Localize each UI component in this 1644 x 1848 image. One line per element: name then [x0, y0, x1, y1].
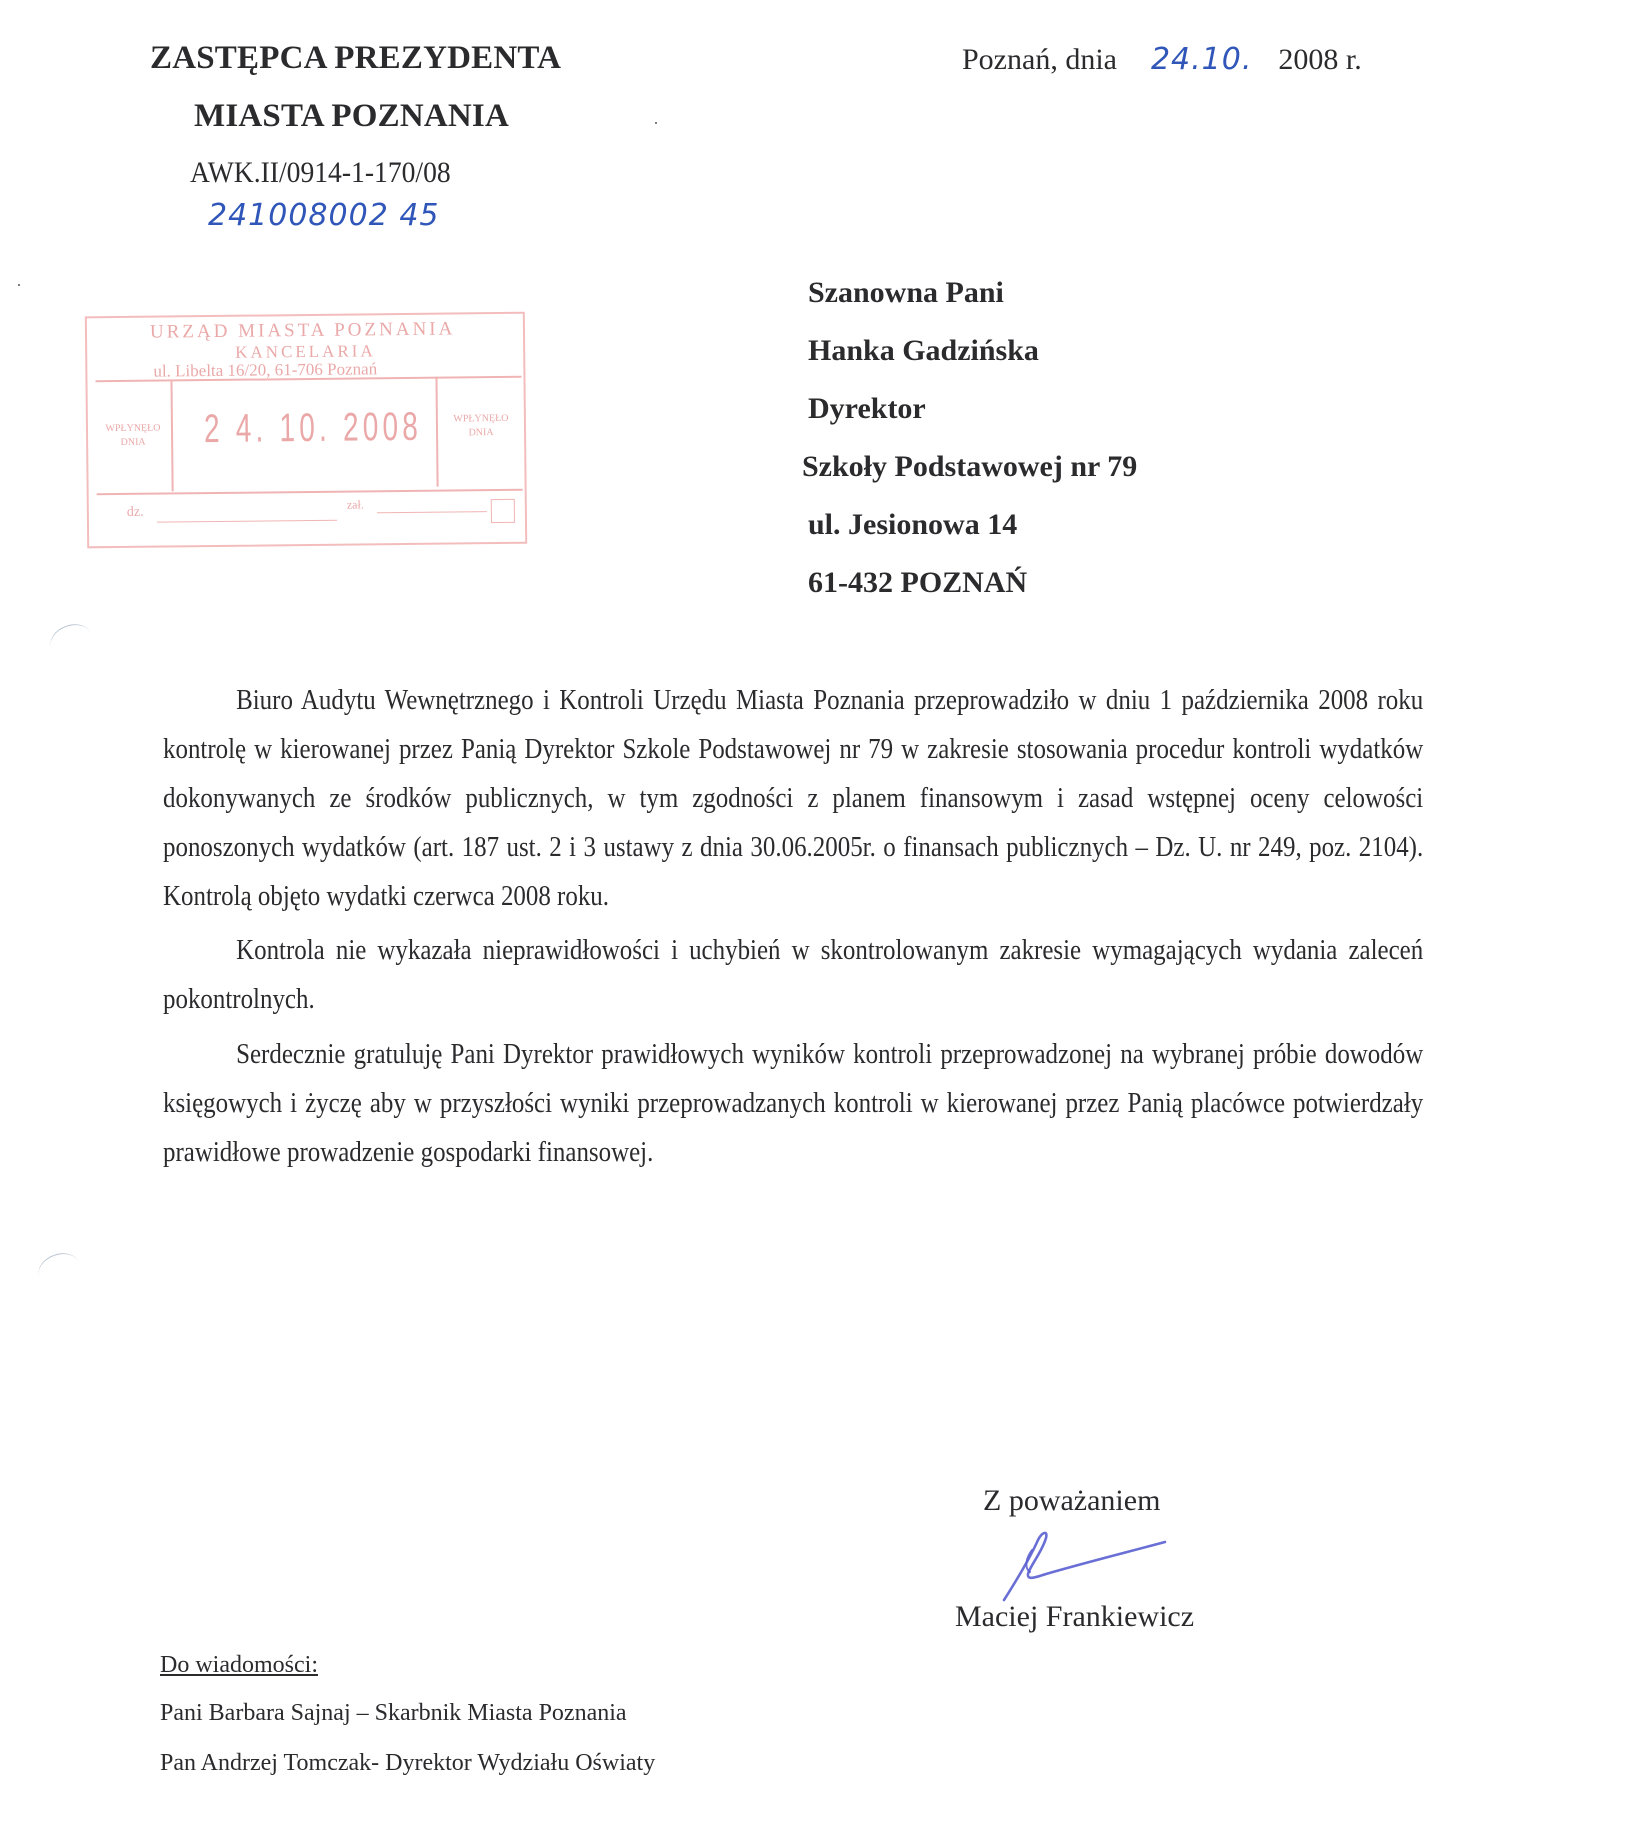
stamp-received-date: 2 4. 10. 2008 — [203, 404, 423, 452]
scan-speck — [655, 122, 657, 124]
stamp-checkbox — [491, 499, 515, 523]
registry-stamp — [85, 296, 533, 563]
date-prefix: Poznań, dnia — [962, 43, 1117, 76]
stamp-received-label-right: WPŁYNĘŁO DNIA — [453, 412, 509, 439]
body-paragraph: Kontrola nie wykazała nieprawidłowości i uchybień w skontrolowanym zakresie wymagających wydania zaleceń pokontrolnych. — [163, 934, 1424, 1015]
letter-body — [163, 676, 1423, 1177]
stamp-received-label: WPŁYNĘŁO DNIA — [105, 422, 161, 448]
stamp-field-zal: zał. — [346, 497, 364, 512]
reference-number: AWK.II/0914-1-170/08 — [190, 156, 451, 189]
handwritten-date: 24.10. — [1150, 42, 1253, 77]
cc-recipient: Pani Barbara Sajnaj – Skarbnik Miasta Poznania — [160, 1700, 627, 1726]
signatory-name: Maciej Frankiewicz — [955, 1600, 1195, 1633]
stamp-department: KANCELARIA — [235, 341, 376, 362]
stamp-address: ul. Libelta 16/20, 61-706 Poznań — [153, 359, 378, 381]
body-paragraph: Biuro Audytu Wewnętrznego i Kontroli Urzędu Miasta Poznania przeprowadziło w dniu 1 października 2008 roku kontrolę w kierowanej przez Panią Dyrektor Szkole Podstawowej nr 79 w zakresie stosowania procedur kontroli wydatków dokonywanych ze środków publicznych, w tym zgodności z planem finansowym i zasad wstępnej oceny celowości ponoszonych wydatków (art. 187 ust. 2 i 3 ustawy z dnia 30.06.2005r. o finansach publicznych – Dz. U. nr 249, poz. 2104). Kontrolą objęto wydatki czerwca 2008 roku. — [163, 684, 1424, 912]
body-paragraph: Serdecznie gratuluję Pani Dyrektor prawidłowych wyników kontroli przeprowadzonej na wybranej próbie dowodów księgowych i życzę aby w przyszłości wyniki przeprowadzanych kontroli w kierowanej przez Panią placówce potwierdzały prawidłowe prowadzenie gospodarki finansowej. — [163, 1038, 1424, 1168]
recipient-street: ul. Jesionowa 14 — [808, 508, 1018, 541]
stamp-office-name: URZĄD MIASTA POZNANIA — [149, 318, 456, 343]
date-year: 2008 r. — [1278, 43, 1362, 76]
recipient-institution: Szkoły Podstawowej nr 79 — [802, 450, 1138, 483]
recipient-city: 61-432 POZNAŃ — [808, 566, 1028, 599]
stamp-field-dz: dz. — [126, 504, 144, 520]
cc-heading: Do wiadomości: — [160, 1652, 318, 1678]
date-line — [962, 42, 1362, 77]
recipient-salutation: Szanowna Pani — [808, 276, 1004, 309]
recipient-name: Hanka Gadzińska — [808, 334, 1039, 367]
scan-speck — [18, 284, 20, 286]
recipient-title: Dyrektor — [808, 392, 926, 425]
cc-recipient: Pan Andrzej Tomczak- Dyrektor Wydziału Oświaty — [160, 1750, 656, 1776]
letterhead-title: ZASTĘPCA PREZYDENTA — [150, 40, 562, 76]
valediction: Z poważaniem — [983, 1484, 1161, 1517]
signature-icon — [1000, 1528, 1170, 1603]
punch-hole-mark — [34, 1248, 84, 1291]
punch-hole-mark — [46, 619, 96, 662]
letterhead-subtitle: MIASTA POZNANIA — [194, 98, 510, 134]
handwritten-registry-number: 241008002 45 — [208, 198, 440, 233]
